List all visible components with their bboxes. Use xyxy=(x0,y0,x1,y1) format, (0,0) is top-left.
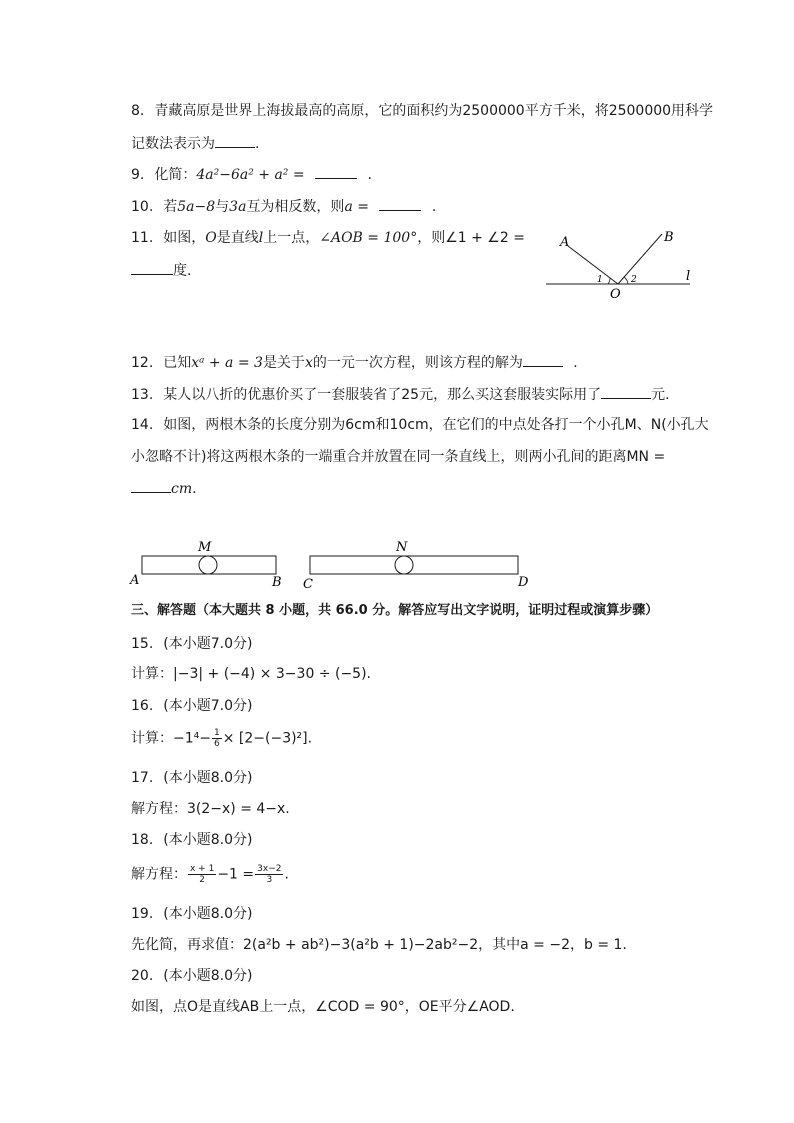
question-text: 化简： xyxy=(154,167,197,183)
score-label: (本小题8.0分) xyxy=(163,770,253,786)
label-l: l xyxy=(686,269,691,284)
question-20-header xyxy=(131,966,252,986)
hole-n xyxy=(395,556,413,574)
label-b: B xyxy=(272,575,282,590)
question-8-line2 xyxy=(131,133,259,154)
label-n: N xyxy=(396,540,408,555)
question-14-line3 xyxy=(131,478,197,499)
period: . xyxy=(367,167,372,183)
question-number: 8. xyxy=(131,103,145,119)
label-angle-2: 2 xyxy=(631,275,637,285)
math-expression: 5a−8 xyxy=(177,199,216,215)
question-number: 20. xyxy=(131,968,154,984)
label-angle-1: 1 xyxy=(597,275,603,285)
answer-blank[interactable] xyxy=(215,133,255,148)
score-label: (本小题8.0分) xyxy=(163,832,253,848)
answer-blank[interactable] xyxy=(601,384,651,399)
question-text: 计算：−1⁴− xyxy=(131,730,211,747)
question-17-header xyxy=(131,768,252,788)
question-16 xyxy=(131,728,312,749)
question-text: 先化简，再求值：2(a²b + ab²)−3(a²b + 1)−2ab²−2，其中a = −2，b = 1. xyxy=(131,937,627,953)
section-heading: 三、解答题（本大题共 8 小题，共 66.0 分。解答应写出文字说明，证明过程或演算步骤） xyxy=(131,603,659,618)
question-18-header xyxy=(131,830,252,850)
question-number: 12. xyxy=(131,355,154,371)
question-text: 如图， xyxy=(163,230,206,246)
score-label: (本小题8.0分) xyxy=(163,968,253,984)
question-number: 9. xyxy=(131,167,145,183)
question-text: 如图，两根木条的长度分别为6cm和10cm，在它们的中点处各打一个小孔M、N(小孔大 xyxy=(163,417,709,433)
question-11 xyxy=(131,228,525,248)
numerator: 1 xyxy=(213,728,220,738)
fraction-right xyxy=(255,864,283,885)
ray-oa xyxy=(568,246,618,284)
question-text: 小忽略不计)将这两根木条的一端重合并放置在同一条直线上，则两小孔间的距离MN = xyxy=(131,449,666,465)
question-text: 解方程：3(2−x) = 4−x. xyxy=(131,801,290,817)
math-expression: a = xyxy=(344,199,369,215)
question-20 xyxy=(131,997,515,1017)
label-m: M xyxy=(198,540,212,555)
numerator: x + 1 xyxy=(190,864,215,874)
question-11-line2 xyxy=(131,260,191,281)
question-text: 解方程： xyxy=(131,866,187,883)
question-16-header xyxy=(131,696,252,716)
numerator: 3x−2 xyxy=(257,864,282,874)
sticks-figure xyxy=(128,536,538,592)
score-label: (本小题7.0分) xyxy=(163,636,253,652)
period: . xyxy=(255,136,260,152)
question-text: 上一点， xyxy=(263,230,320,246)
question-number: 10. xyxy=(131,199,154,215)
question-text: 记数法表示为 xyxy=(131,136,215,152)
math-symbol: l xyxy=(258,230,264,246)
question-number: 17. xyxy=(131,770,154,786)
fraction-left xyxy=(188,864,216,885)
math-expression: 3a xyxy=(229,199,247,215)
question-number: 11. xyxy=(131,230,154,246)
math-symbol: x xyxy=(304,355,313,371)
question-13 xyxy=(131,384,670,405)
label-a: A xyxy=(130,573,140,588)
stick-cd xyxy=(310,556,518,574)
score-label: (本小题8.0分) xyxy=(163,906,253,922)
question-9 xyxy=(131,164,372,185)
question-14 xyxy=(131,415,709,435)
unit: cm. xyxy=(171,481,197,497)
label-a: A xyxy=(560,235,570,250)
question-text: 是直线 xyxy=(216,230,259,246)
question-text: 是关于 xyxy=(262,355,305,371)
label-c: C xyxy=(303,577,313,592)
question-number: 19. xyxy=(131,906,154,922)
label-o: O xyxy=(610,287,621,302)
question-text: 如图，点O是直线AB上一点，∠COD = 90°，OE平分∠AOD. xyxy=(131,999,515,1015)
question-number: 14. xyxy=(131,417,154,433)
ray-ob xyxy=(618,234,662,284)
answer-blank[interactable] xyxy=(523,352,563,367)
question-18 xyxy=(131,864,289,885)
question-text: 计算：|−3| + (−4) × 3−30 ÷ (−5). xyxy=(131,666,371,682)
denominator: 3 xyxy=(266,875,273,885)
denominator: 2 xyxy=(199,875,206,885)
question-text: 元. xyxy=(651,387,670,403)
answer-blank[interactable] xyxy=(131,478,171,493)
label-d: D xyxy=(518,575,529,590)
fraction xyxy=(212,728,222,749)
question-text: 已知 xyxy=(163,355,192,371)
question-text: 的一元一次方程，则该方程的解为 xyxy=(312,355,523,371)
question-17 xyxy=(131,799,290,819)
question-10 xyxy=(131,196,436,217)
period: . xyxy=(573,355,578,371)
score-label: (本小题7.0分) xyxy=(163,698,253,714)
label-b: B xyxy=(664,230,674,245)
angle-arc-1 xyxy=(608,278,610,284)
question-text: 度. xyxy=(173,263,192,279)
question-19 xyxy=(131,935,627,955)
math-symbol: O xyxy=(205,230,217,246)
question-15 xyxy=(131,664,371,684)
question-number: 16. xyxy=(131,698,154,714)
answer-blank[interactable] xyxy=(315,164,357,179)
answer-blank[interactable] xyxy=(131,260,173,275)
period: . xyxy=(431,199,437,215)
answer-blank[interactable] xyxy=(379,196,421,211)
angle-arc-2 xyxy=(624,277,628,284)
question-text: −1 = xyxy=(217,866,255,883)
hole-m xyxy=(199,556,217,574)
period: . xyxy=(284,866,289,883)
stick-ab xyxy=(142,556,276,574)
question-8 xyxy=(131,101,713,121)
question-12 xyxy=(131,352,578,373)
question-number: 13. xyxy=(131,387,154,403)
question-text: 若 xyxy=(163,199,178,215)
question-14-line2 xyxy=(131,447,665,467)
question-number: 18. xyxy=(131,832,154,848)
math-expression: xᵃ + a = 3 xyxy=(191,355,263,371)
question-text: 青藏高原是世界上海拔最高的高原，它的面积约为2500000平方千米，将2500000用科学 xyxy=(154,103,714,119)
question-19-header xyxy=(131,904,252,924)
angle-figure xyxy=(540,226,700,306)
question-text: 与 xyxy=(215,199,230,215)
question-text: ，则∠1 + ∠2 = xyxy=(417,230,525,246)
math-expression: 4a²−6a² + a² = xyxy=(196,167,305,183)
math-expression: ∠AOB = 100° xyxy=(319,230,418,246)
question-15-header xyxy=(131,634,252,654)
question-number: 15. xyxy=(131,636,154,652)
question-text: 互为相反数，则 xyxy=(246,199,345,215)
denominator: 6 xyxy=(213,739,220,749)
question-text: 某人以八折的优惠价买了一套服装省了25元，那么买这套服装实际用了 xyxy=(163,387,602,403)
question-text: × [2−(−3)²]. xyxy=(222,730,313,747)
